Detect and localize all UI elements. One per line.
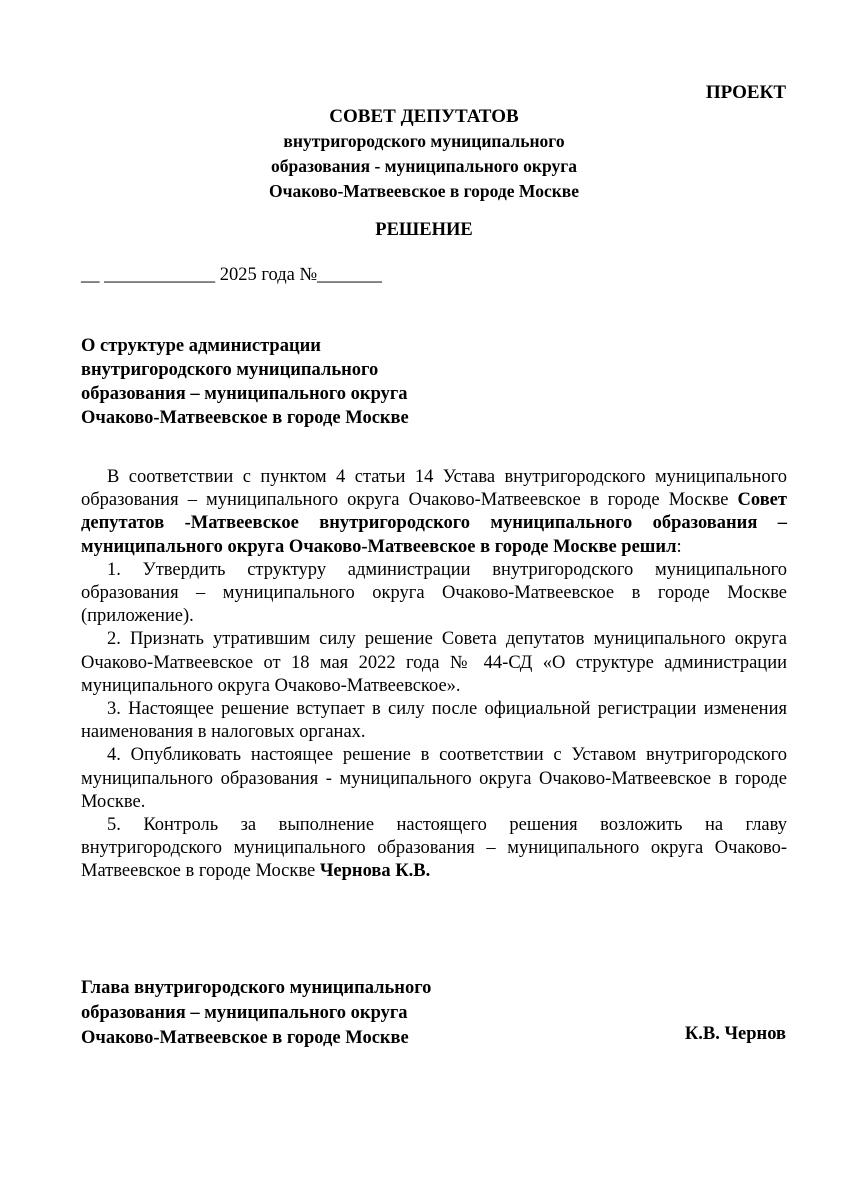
item-2: 2. Признать утратившим силу решение Совета депутатов муниципального округа Очаково-Матвеевское от 18 мая 2022 года № 44-СД «О структуре администрации муниципального округа Очаково-Матвеевское». [81,629,787,696]
subject-line-1: О структуре администрации [81,336,321,356]
item-5-name: Чернова К.В. [319,861,431,882]
preamble-bold-text: Совет депутатов -Матвеевское внутригородского муниципального образования – муниципального округа Очаково-Матвеевское в городе Москве решил [81,490,787,557]
issuer-header [0,104,848,204]
item-4: 4. Опубликовать настоящее решение в соответствии с Уставом внутригородского муниципального образования - муниципального округа Очаково-Матвеевское в городе Москве. [81,745,787,812]
header-line-3: образования - муниципального округа [271,156,577,176]
date-number-line: __ ____________ 2025 года №_______ [81,265,382,285]
subject-line-4: Очаково-Матвеевское в городе Москве [81,408,409,428]
item-1: 1. Утвердить структуру администрации внутригородского муниципального образования – муниципального округа Очаково-Матвеевское в городе Москве (приложение). [81,559,787,627]
preamble-paragraph [81,466,787,559]
draft-stamp: ПРОЕКТ [705,82,786,103]
item-5-text: 5. Контроль за выполнение настоящего решения возложить на главу внутригородского муниципального образования – муниципального округа Очаково-Матвеевское в городе Москве [81,815,787,882]
item-5 [81,814,787,884]
preamble-colon: : [676,536,682,557]
signature-block [81,976,431,1051]
preamble-text: В соответствии с пунктом 4 статьи 14 Устава внутригородского муниципального образования – муниципального округа Очаково-Матвеевское в городе Москве [81,467,787,511]
signature-line-2: образования – муниципального округа [81,1003,408,1023]
subject-line-3: образования – муниципального округа [81,384,408,404]
decision-subject [81,334,409,430]
council-title: СОВЕТ ДЕПУТАТОВ [329,106,519,127]
document-type-title: РЕШЕНИЕ [375,220,473,240]
subject-line-2: внутригородского муниципального [81,360,379,380]
signature-line-3: Очаково-Матвеевское в городе Москве [81,1028,409,1048]
header-line-2: внутригородского муниципального [283,131,565,151]
header-line-4: Очаково-Матвеевское в городе Москве [268,181,580,201]
signature-line-1: Глава внутригородского муниципального [81,978,432,998]
decision-body [81,466,787,884]
item-3: 3. Настоящее решение вступает в силу после официальной регистрации изменения наименования в налоговых органах. [81,699,787,743]
signer-name: К.В. Чернов [684,1024,786,1044]
